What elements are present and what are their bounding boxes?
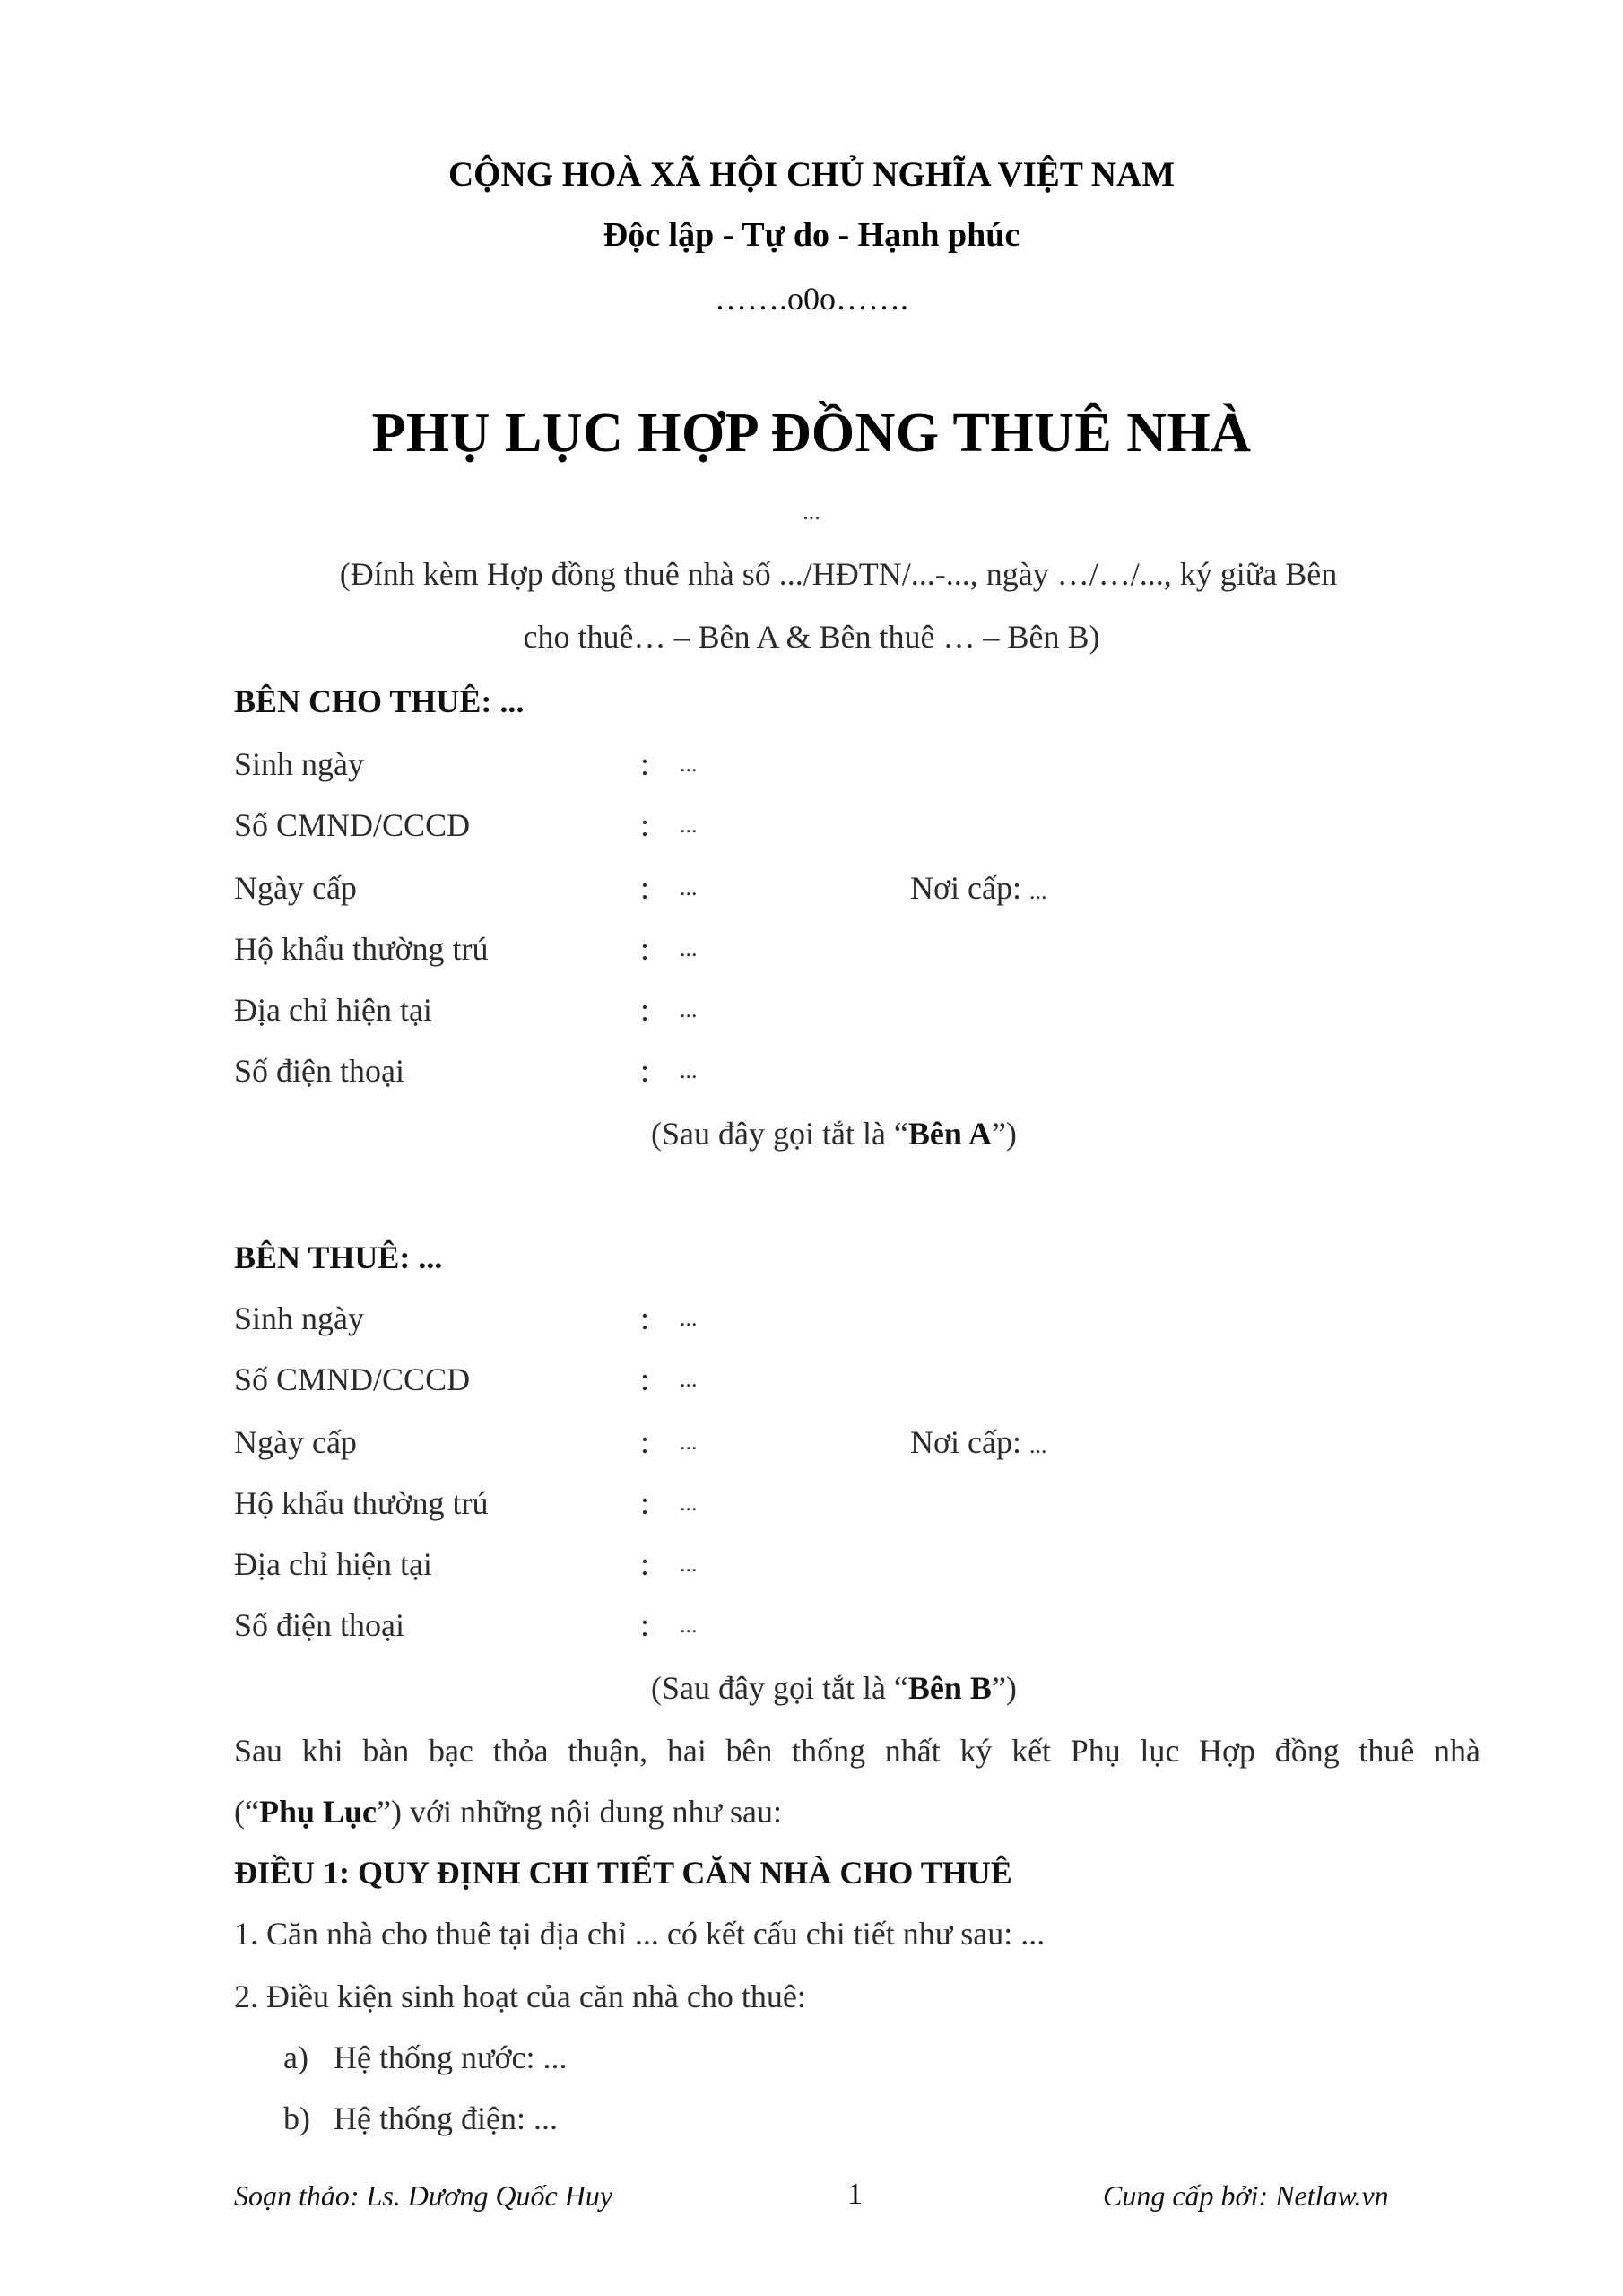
document-number-placeholder: ...: [803, 499, 820, 525]
field-colon: :: [640, 1546, 650, 1582]
issue-place: [910, 1422, 1047, 1465]
field-colon: :: [640, 870, 650, 906]
field-value: ...: [680, 812, 698, 838]
intro-line-2: [234, 1792, 782, 1831]
party-b-field-issue-date: [234, 1422, 1489, 1462]
alias-prefix: (Sau đây gọi tắt là “: [651, 1670, 908, 1706]
issue-place-label: Nơi cấp:: [910, 870, 1029, 906]
alias-prefix: (Sau đây gọi tắt là “: [651, 1116, 908, 1152]
party-b-field-id-number: [234, 1360, 1489, 1399]
field-colon: :: [640, 931, 650, 967]
page-number: 1: [847, 2178, 863, 2211]
party-b-field-birthdate: [234, 1299, 1489, 1338]
field-value: ...: [680, 1305, 698, 1331]
alias-name: Bên B: [907, 1670, 992, 1706]
article-1-subitem-b: [283, 2099, 558, 2138]
field-label: Số điện thoại: [234, 1053, 404, 1089]
field-value: ...: [680, 935, 698, 961]
party-b-heading: BÊN THUÊ: ...: [234, 1239, 443, 1275]
field-colon: :: [640, 992, 650, 1028]
party-b-field-phone: [234, 1605, 1489, 1645]
party-a-field-id-number: [234, 805, 1489, 845]
intro-quote-open: (“: [234, 1794, 259, 1830]
field-value: ...: [680, 874, 698, 900]
field-label: Sinh ngày: [234, 746, 365, 782]
article-1-item-2: 2. Điều kiện sinh hoạt của căn nhà cho thuê:: [234, 1979, 806, 2014]
separator: …….o0o…….: [715, 281, 908, 317]
party-b-field-residence: [234, 1483, 1489, 1523]
field-label: Sinh ngày: [234, 1300, 365, 1336]
party-a-field-phone: [234, 1051, 1489, 1091]
party-a-field-residence: [234, 929, 1489, 969]
field-label: Số CMND/CCCD: [234, 1361, 471, 1397]
intro-line-1: Sau khi bàn bạc thỏa thuận, hai bên thống nhất ký kết Phụ lục Hợp đồng thuê nhà: [234, 1733, 1480, 1769]
field-colon: :: [640, 1361, 650, 1397]
motto-heading: Độc lập - Tự do - Hạnh phúc: [603, 216, 1020, 254]
issue-place: [910, 868, 1047, 911]
subitem-text: Hệ thống điện: ...: [334, 2100, 558, 2136]
field-value: ...: [680, 1551, 698, 1577]
field-label: Hộ khẩu thường trú: [234, 1485, 489, 1521]
alias-name: Bên A: [907, 1116, 992, 1152]
subitem-text: Hệ thống nước: ...: [334, 2039, 568, 2075]
party-b-alias: [651, 1668, 1017, 1708]
field-label: Số điện thoại: [234, 1607, 404, 1643]
party-a-field-address: [234, 990, 1489, 1030]
field-label: Ngày cấp: [234, 1424, 357, 1460]
intro-defined-term: Phụ Lục: [258, 1794, 378, 1830]
nation-heading: CỘNG HOÀ XÃ HỘI CHỦ NGHĨA VIỆT NAM: [447, 155, 1176, 194]
party-a-heading: BÊN CHO THUÊ: ...: [234, 683, 525, 719]
alias-suffix: ”): [991, 1670, 1017, 1706]
field-colon: :: [640, 807, 650, 843]
footer-author: Soạn thảo: Ls. Dương Quốc Huy: [234, 2179, 613, 2212]
subitem-marker: a): [283, 2039, 308, 2075]
field-colon: :: [640, 1424, 650, 1460]
attachment-line-2: cho thuê… – Bên A & Bên thuê … – Bên B): [523, 619, 1100, 655]
field-label: Ngày cấp: [234, 870, 357, 906]
party-a-alias: [651, 1114, 1017, 1153]
issue-place-value: ...: [1029, 878, 1047, 904]
field-label: Địa chỉ hiện tại: [234, 1546, 432, 1582]
issue-place-value: ...: [1029, 1432, 1047, 1458]
field-colon: :: [640, 1485, 650, 1521]
field-value: ...: [680, 751, 698, 777]
field-colon: :: [640, 1053, 650, 1089]
field-colon: :: [640, 746, 650, 782]
field-colon: :: [640, 1300, 650, 1336]
subitem-marker: b): [283, 2100, 310, 2136]
field-value: ...: [680, 1490, 698, 1516]
field-value: ...: [680, 1057, 698, 1083]
footer-provider: Cung cấp bởi: Netlaw.vn: [1103, 2179, 1389, 2212]
party-a-field-birthdate: [234, 744, 1489, 784]
field-value: ...: [680, 1612, 698, 1638]
field-value: ...: [680, 1429, 698, 1455]
intro-rest: ”) với những nội dung như sau:: [377, 1794, 783, 1830]
alias-suffix: ”): [991, 1116, 1017, 1152]
party-b-field-address: [234, 1544, 1489, 1584]
article-1-heading: ĐIỀU 1: QUY ĐỊNH CHI TIẾT CĂN NHÀ CHO THUÊ: [234, 1855, 1012, 1891]
field-value: ...: [680, 996, 698, 1022]
party-a-field-issue-date: [234, 868, 1489, 908]
article-1-subitem-a: [283, 2038, 568, 2077]
field-value: ...: [680, 1366, 698, 1392]
field-colon: :: [640, 1607, 650, 1643]
document-title: PHỤ LỤC HỢP ĐỒNG THUÊ NHÀ: [371, 403, 1252, 464]
field-label: Hộ khẩu thường trú: [234, 931, 489, 967]
attachment-line-1: (Đính kèm Hợp đồng thuê nhà số .../HĐTN/...-..., ngày …/…/..., ký giữa Bên: [339, 556, 1338, 592]
article-1-item-1: 1. Căn nhà cho thuê tại địa chỉ ... có kết cấu chi tiết như sau: ...: [234, 1916, 1046, 1952]
field-label: Số CMND/CCCD: [234, 807, 471, 843]
issue-place-label: Nơi cấp:: [910, 1424, 1029, 1460]
field-label: Địa chỉ hiện tại: [234, 992, 432, 1028]
